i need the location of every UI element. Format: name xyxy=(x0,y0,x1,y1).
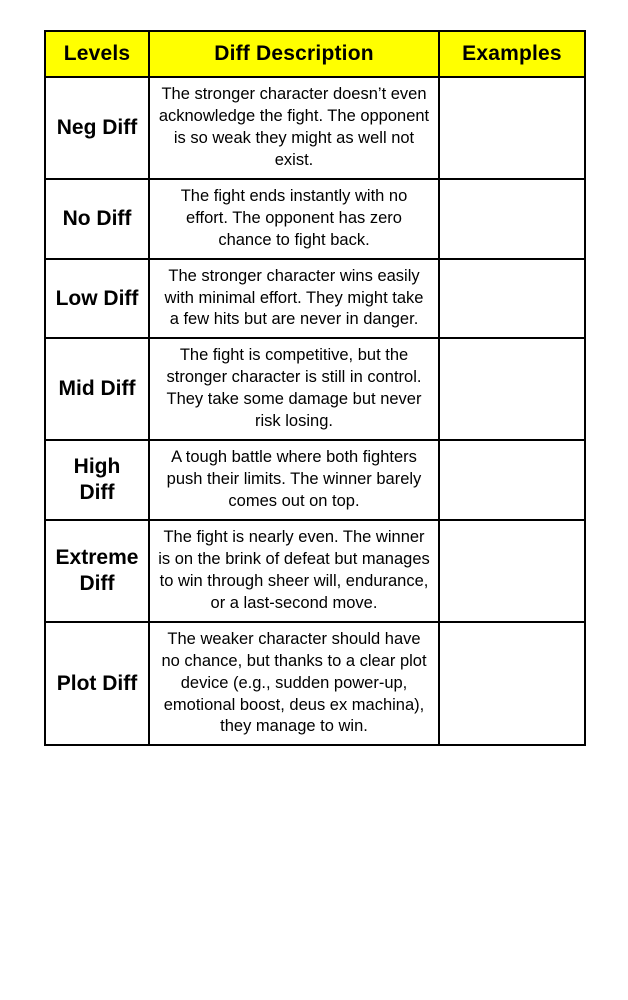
level-examples xyxy=(439,622,585,746)
level-name: Mid Diff xyxy=(45,338,149,440)
level-name: Neg Diff xyxy=(45,77,149,179)
level-name: Extreme Diff xyxy=(45,520,149,622)
level-name: Low Diff xyxy=(45,259,149,339)
column-header-levels: Levels xyxy=(45,31,149,77)
level-description: The stronger character doesn’t even acknowledge the fight. The opponent is so weak they might as well not exist. xyxy=(149,77,439,179)
table-header-row xyxy=(45,31,585,77)
table-row xyxy=(45,77,585,179)
level-examples xyxy=(439,520,585,622)
column-header-examples: Examples xyxy=(439,31,585,77)
level-examples xyxy=(439,259,585,339)
table-row xyxy=(45,179,585,259)
column-header-diff-description: Diff Description xyxy=(149,31,439,77)
level-description: The stronger character wins easily with minimal effort. They might take a few hits but are never in danger. xyxy=(149,259,439,339)
table-row xyxy=(45,440,585,520)
level-name: High Diff xyxy=(45,440,149,520)
table-body xyxy=(45,77,585,745)
table-row xyxy=(45,259,585,339)
table-header xyxy=(45,31,585,77)
table-row xyxy=(45,338,585,440)
level-description: A tough battle where both fighters push their limits. The winner barely comes out on top. xyxy=(149,440,439,520)
level-name: Plot Diff xyxy=(45,622,149,746)
level-description: The fight is competitive, but the stronger character is still in control. They take some damage but never risk losing. xyxy=(149,338,439,440)
level-description: The fight ends instantly with no effort. The opponent has zero chance to fight back. xyxy=(149,179,439,259)
level-examples xyxy=(439,179,585,259)
level-name: No Diff xyxy=(45,179,149,259)
level-examples xyxy=(439,440,585,520)
level-description: The fight is nearly even. The winner is on the brink of defeat but manages to win through sheer will, endurance, or a last-second move. xyxy=(149,520,439,622)
table-row xyxy=(45,622,585,746)
table-row xyxy=(45,520,585,622)
level-description: The weaker character should have no chance, but thanks to a clear plot device (e.g., sudden power-up, emotional boost, deus ex machina), they manage to win. xyxy=(149,622,439,746)
diff-levels-table xyxy=(44,30,586,746)
level-examples xyxy=(439,77,585,179)
level-examples xyxy=(439,338,585,440)
